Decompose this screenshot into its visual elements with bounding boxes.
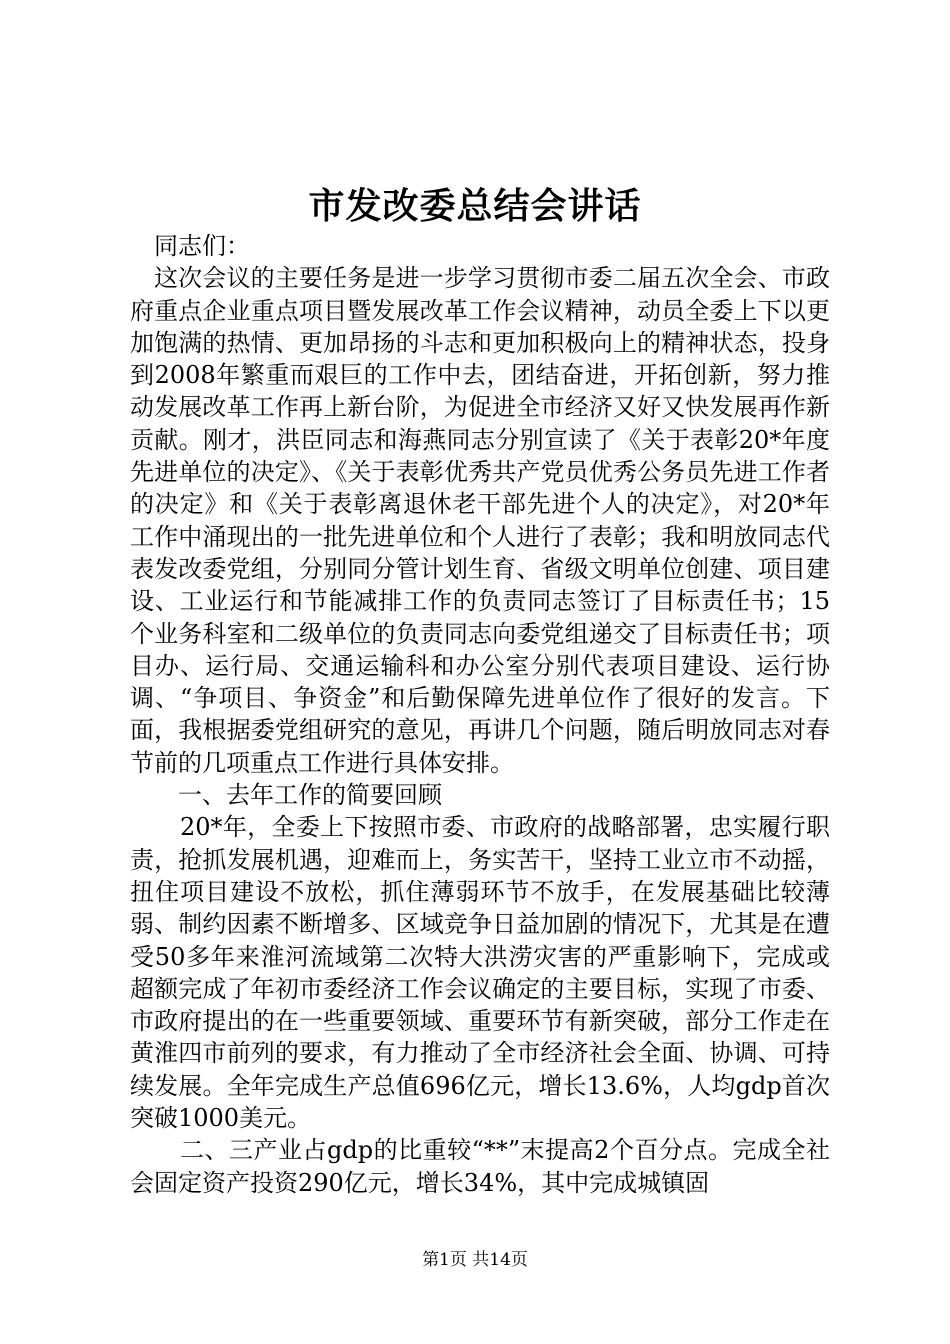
salutation: 同志们： — [154, 232, 250, 260]
paragraph-intro: 这次会议的主要任务是进一步学习贯彻市委二届五次全会、市政府重点企业重点项目暨发展改革工作会议精神，动员全委上下以更加饱满的热情、更加昂扬的斗志和更加积极向上的精神状态，投身到2008年繁重而艰巨的工作中去，团结奋进，开拓创新，努力推动发展改革工作再上新台阶，为促进全市经济又好又快发展再作新贡献。刚才，洪臣同志和海燕同志分别宣读了《关于表彰20*年度先进单位的决定》、《关于表彰优秀共产党员优秀公务员先进工作者的决定》和《关于表彰离退休老干部先进个人的决定》，对20*年工作中涌现出的一批先进单位和个人进行了表彰；我和明放同志代表发改委党组，分别同分管计划生育、省级文明单位创建、项目建设、工业运行和节能减排工作的负责同志签订了目标责任书；15个业务科室和二级单位的负责同志向委党组递交了目标责任书；项目办、运行局、交通运输科和办公室分别代表项目建设、运行协调、“争项目、争资金”和后勤保障先进单位作了很好的发言。下面，我根据委党组研究的意见，再讲几个问题，随后明放同志对春节前的几项重点工作进行具体安排。 — [130, 264, 830, 777]
page-number: 第1页 共14页 — [422, 1250, 528, 1270]
paragraph-review: 20*年，全委上下按照市委、市政府的战略部署，忠实履行职责，抢抓发展机遇，迎难而上，务实苦干，坚持工业立市不动摇，扭住项目建设不放松，抓住薄弱环节不放手，在发展基础比较薄弱、制约因素不断增多、区域竞争日益加剧的情况下，尤其是在遭受50多年来淮河流域第二次特大洪涝灾害的严重影响下，完成或超额完成了年初市委经济工作会议确定的主要目标，实现了市委、市政府提出的在一些重要领域、重要环节有新突破，部分工作走在黄淮四市前列的要求，有力推动了全市经济社会全面、协调、可持续发展。全年完成生产总值696亿元，增长13.6%，人均gdp首次突破1000美元。 — [130, 813, 830, 1133]
paragraph-industry: 二、三产业占gdp的比重较“**”末提高2个百分点。完成全社会固定资产投资290亿元，增长34%，其中完成城镇固 — [130, 1136, 830, 1197]
document-title: 市发改委总结会讲话 — [308, 185, 642, 227]
document-body — [130, 230, 830, 1199]
section-heading-review: 一、去年工作的简要回顾 — [178, 781, 442, 810]
